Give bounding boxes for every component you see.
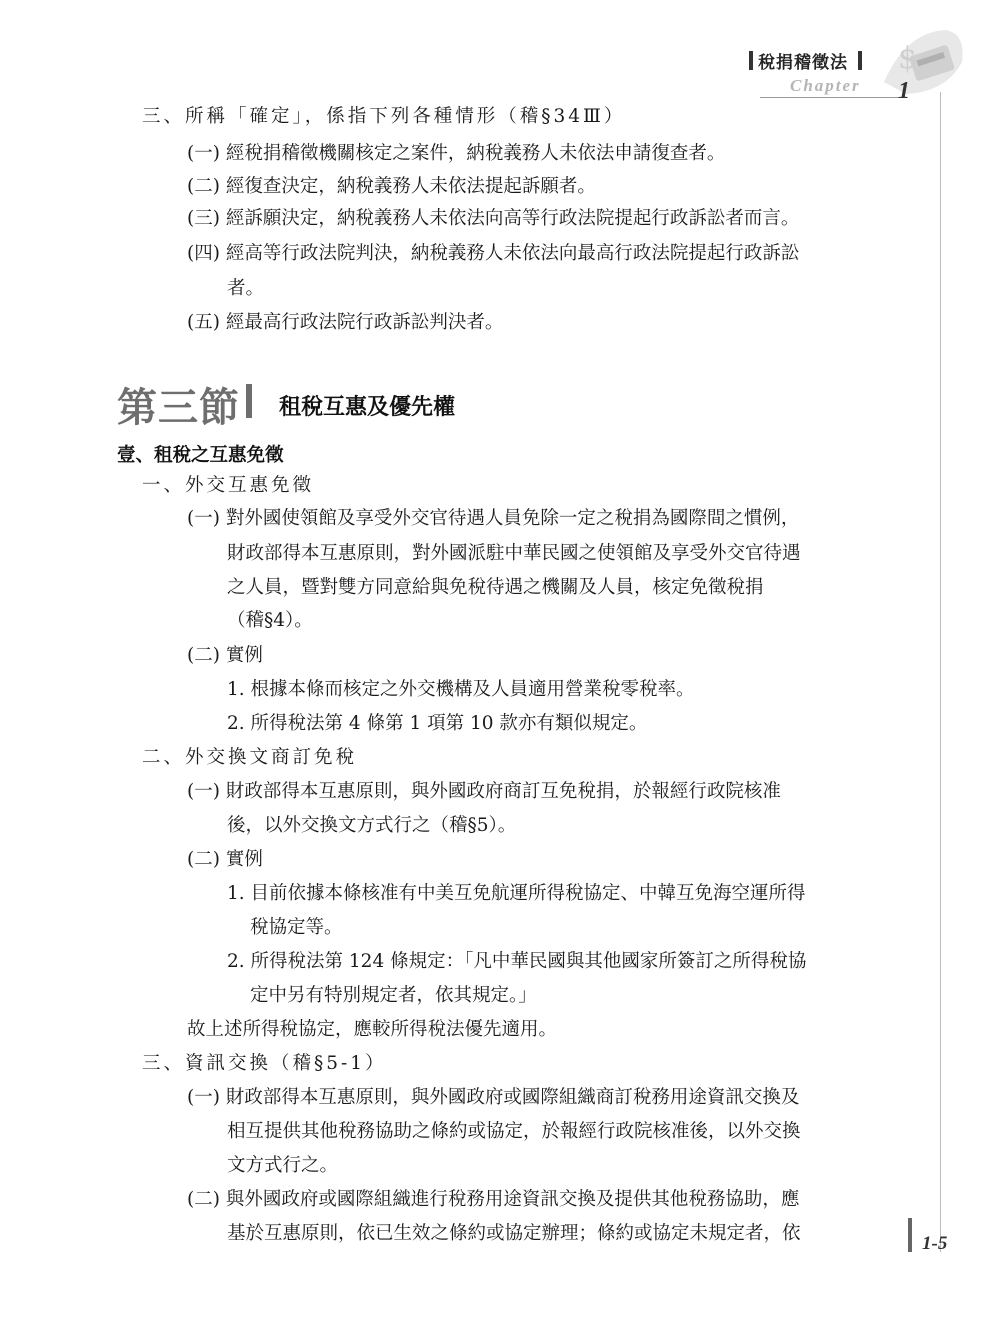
money-graphic-icon bbox=[876, 22, 972, 98]
item-2-example-1: 1. 目前依據本條核准有中美互免航運所得稅協定、中韓互免海空運所得 bbox=[227, 883, 806, 904]
item-3-heading: 三、資訊交換（稽§5-1） bbox=[142, 1053, 387, 1074]
item-3-sub-1: (一) 財政部得本互惠原則，與外國政府或國際組織商訂稅務用途資訊交換及 bbox=[187, 1087, 800, 1108]
sub-item-4: (四) 經高等行政法院判決，納稅義務人未依法向最高行政法院提起行政訴訟 bbox=[187, 243, 800, 264]
item-1-sub-1-cont-a: 財政部得本互惠原則，對外國派駐中華民國之使領館及享受外交官待遇 bbox=[227, 543, 801, 564]
item-1-sub-1-cont-b: 之人員，暨對雙方同意給與免稅待遇之機關及人員，核定免徵稅捐 bbox=[227, 577, 764, 598]
section-bar bbox=[246, 384, 252, 418]
item-2-example-2-cont: 定中另有特別規定者，依其規定。」 bbox=[250, 985, 537, 1006]
right-margin-rule bbox=[940, 92, 941, 1252]
header-bar-left bbox=[749, 51, 753, 70]
item-1-heading: 一、外交互惠免徵 bbox=[142, 475, 315, 496]
item-2-example-2: 2. 所得稅法第 124 條規定：「凡中華民國與其他國家所簽訂之所得稅協 bbox=[227, 951, 807, 972]
section-title: 租稅互惠及優先權 bbox=[279, 395, 456, 420]
item-2-example-1-cont: 稅協定等。 bbox=[250, 917, 343, 938]
sub-item-1: (一) 經稅捐稽徵機關核定之案件，納稅義務人未依法申請復查者。 bbox=[187, 143, 726, 164]
item-3-definition: 三、所稱「確定」，係指下列各種情形（稽§34Ⅲ） bbox=[142, 106, 626, 127]
chapter-number: 1 bbox=[898, 78, 910, 104]
item-3-sub-2: (二) 與外國政府或國際組織進行稅務用途資訊交換及提供其他稅務協助，應 bbox=[187, 1189, 800, 1210]
subsection-title: 壹、租稅之互惠免徵 bbox=[117, 445, 284, 466]
page-number-bar bbox=[908, 1218, 912, 1252]
svg-text:$: $ bbox=[898, 41, 918, 76]
item-3-sub-2-cont: 基於互惠原則，依已生效之條約或協定辦理；條約或協定未規定者，依 bbox=[227, 1223, 801, 1244]
item-2-sub-1-cont: 後，以外交換文方式行之（稽§5）。 bbox=[227, 815, 517, 836]
item-2-heading: 二、外交換文商訂免稅 bbox=[142, 747, 358, 768]
sub-item-2: (二) 經復查決定，納稅義務人未依法提起訴願者。 bbox=[187, 176, 596, 197]
sub-item-4-cont: 者。 bbox=[227, 278, 265, 299]
chapter-label: Chapter bbox=[790, 76, 861, 95]
item-1-sub-1: (一) 對外國使領館及享受外交官待遇人員免除一定之稅捐為國際間之慣例， bbox=[187, 508, 800, 529]
item-2-sub-1: (一) 財政部得本互惠原則，與外國政府商訂互免稅捐，於報經行政院核准 bbox=[187, 781, 781, 802]
item-2-conclusion: 故上述所得稅協定，應較所得稅法優先適用。 bbox=[187, 1019, 558, 1040]
running-header-title: 稅捐稽徵法 bbox=[758, 53, 848, 73]
item-3-sub-1-cont-a: 相互提供其他稅務協助之條約或協定，於報經行政院核准後，以外交換 bbox=[227, 1121, 801, 1142]
page-number: 1-5 bbox=[922, 1233, 948, 1254]
sub-item-3: (三) 經訴願決定，納稅義務人未依法向高等行政法院提起行政訴訟者而言。 bbox=[187, 208, 800, 229]
section-number: 第三節 bbox=[117, 384, 240, 431]
item-2-sub-2: (二) 實例 bbox=[187, 849, 263, 870]
item-1-example-2: 2. 所得稅法第 4 條第 1 項第 10 款亦有類似規定。 bbox=[227, 713, 648, 734]
item-1-sub-2: (二) 實例 bbox=[187, 645, 263, 666]
item-1-example-1: 1. 根據本條而核定之外交機構及人員適用營業稅零稅率。 bbox=[227, 679, 695, 700]
item-3-sub-1-cont-b: 文方式行之。 bbox=[227, 1155, 339, 1176]
header-bar-right bbox=[858, 51, 862, 70]
sub-item-5: (五) 經最高行政法院行政訴訟判決者。 bbox=[187, 312, 504, 333]
item-1-sub-1-cont-c: （稽§4）。 bbox=[227, 610, 313, 631]
